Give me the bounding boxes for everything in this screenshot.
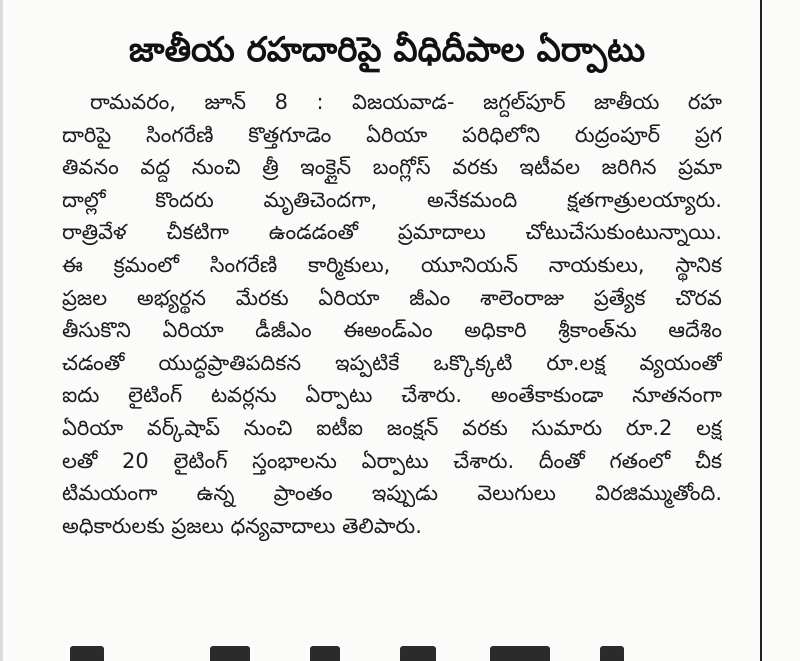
article-line: ఈ క్రమంలో సింగరేణి కార్మికులు, యూనియన్ నాయకులు, స్థానిక (62, 252, 722, 277)
cropped-glyph (70, 646, 104, 661)
article-line: అధికారులకు ప్రజలు ధన్యవాదాలు తెలిపారు. (62, 513, 422, 538)
article-line: ప్రజల అభ్యర్థన మేరకు ఏరియా జీఎం శాలెంరాజు ప్రత్యేక చొరవ (62, 285, 722, 310)
article-line: చడంతో యుద్ధప్రాతిపదికన ఇప్పటికే ఒక్కొక్కటి రూ.లక్ష వ్యయంతో (62, 350, 722, 375)
article-line: ఏరియా వర్క్‌షాప్ నుంచి ఐటీఐ జంక్షన్ వరకు సుమారు రూ.2 లక్ష (62, 415, 722, 440)
article-line: టిమయంగా ఉన్న ప్రాంతం ఇప్పుడు వెలుగులు విరజిమ్ముతోంది. (62, 481, 722, 506)
column-rule (760, 0, 762, 661)
cropped-next-headline (60, 646, 760, 661)
article-line: దాల్లో కొందరు మృతిచెందగా, అనేకమంది క్షతగాత్రులయ్యారు. (62, 187, 722, 212)
article-line: లతో 20 లైటింగ్ స్తంభాలను ఏర్పాటు చేశారు. దీంతో గతంలో చీక (62, 448, 722, 473)
article-line: ఐదు లైటింగ్ టవర్లను ఏర్పాటు చేశారు. అంతేకాకుండా నూతనంగా (62, 383, 722, 408)
article-body (62, 86, 722, 542)
cropped-previous-line (30, 0, 730, 6)
article-line: దారిపై సింగరేణి కొత్తగూడెం ఏరియా పరిధిలోని రుద్రంపూర్ ప్రగ (62, 122, 722, 147)
cropped-glyph (310, 646, 340, 661)
article-line: రాత్రివేళ చీకటిగా ఉండడంతో ప్రమాదాలు చోటుచేసుకుంటున్నాయి. (62, 220, 722, 245)
headline: జాతీయ రహదారిపై వీధిదీపాల ఏర్పాటు (128, 30, 646, 70)
cropped-glyph (600, 646, 624, 661)
left-edge-shadow (0, 0, 3, 661)
cropped-glyph (400, 646, 436, 661)
cropped-glyph (210, 646, 250, 661)
article-line: తీసుకొని ఏరియా డీజీఎం ఈఅండ్‌ఎం అధికారి శ్రీకాంత్‌ను ఆదేశిం (62, 318, 722, 343)
article-line: తివనం వద్ద నుంచి త్రీ ఇంక్లైన్ బంగ్లోస్ వరకు ఇటీవల జరిగిన ప్రమా (62, 155, 722, 180)
cropped-glyph (490, 646, 550, 661)
article-line: రామవరం, జూన్ 8 : విజయవాడ- జగ్దల్‌పూర్ జాతీయ రహ (90, 90, 722, 114)
